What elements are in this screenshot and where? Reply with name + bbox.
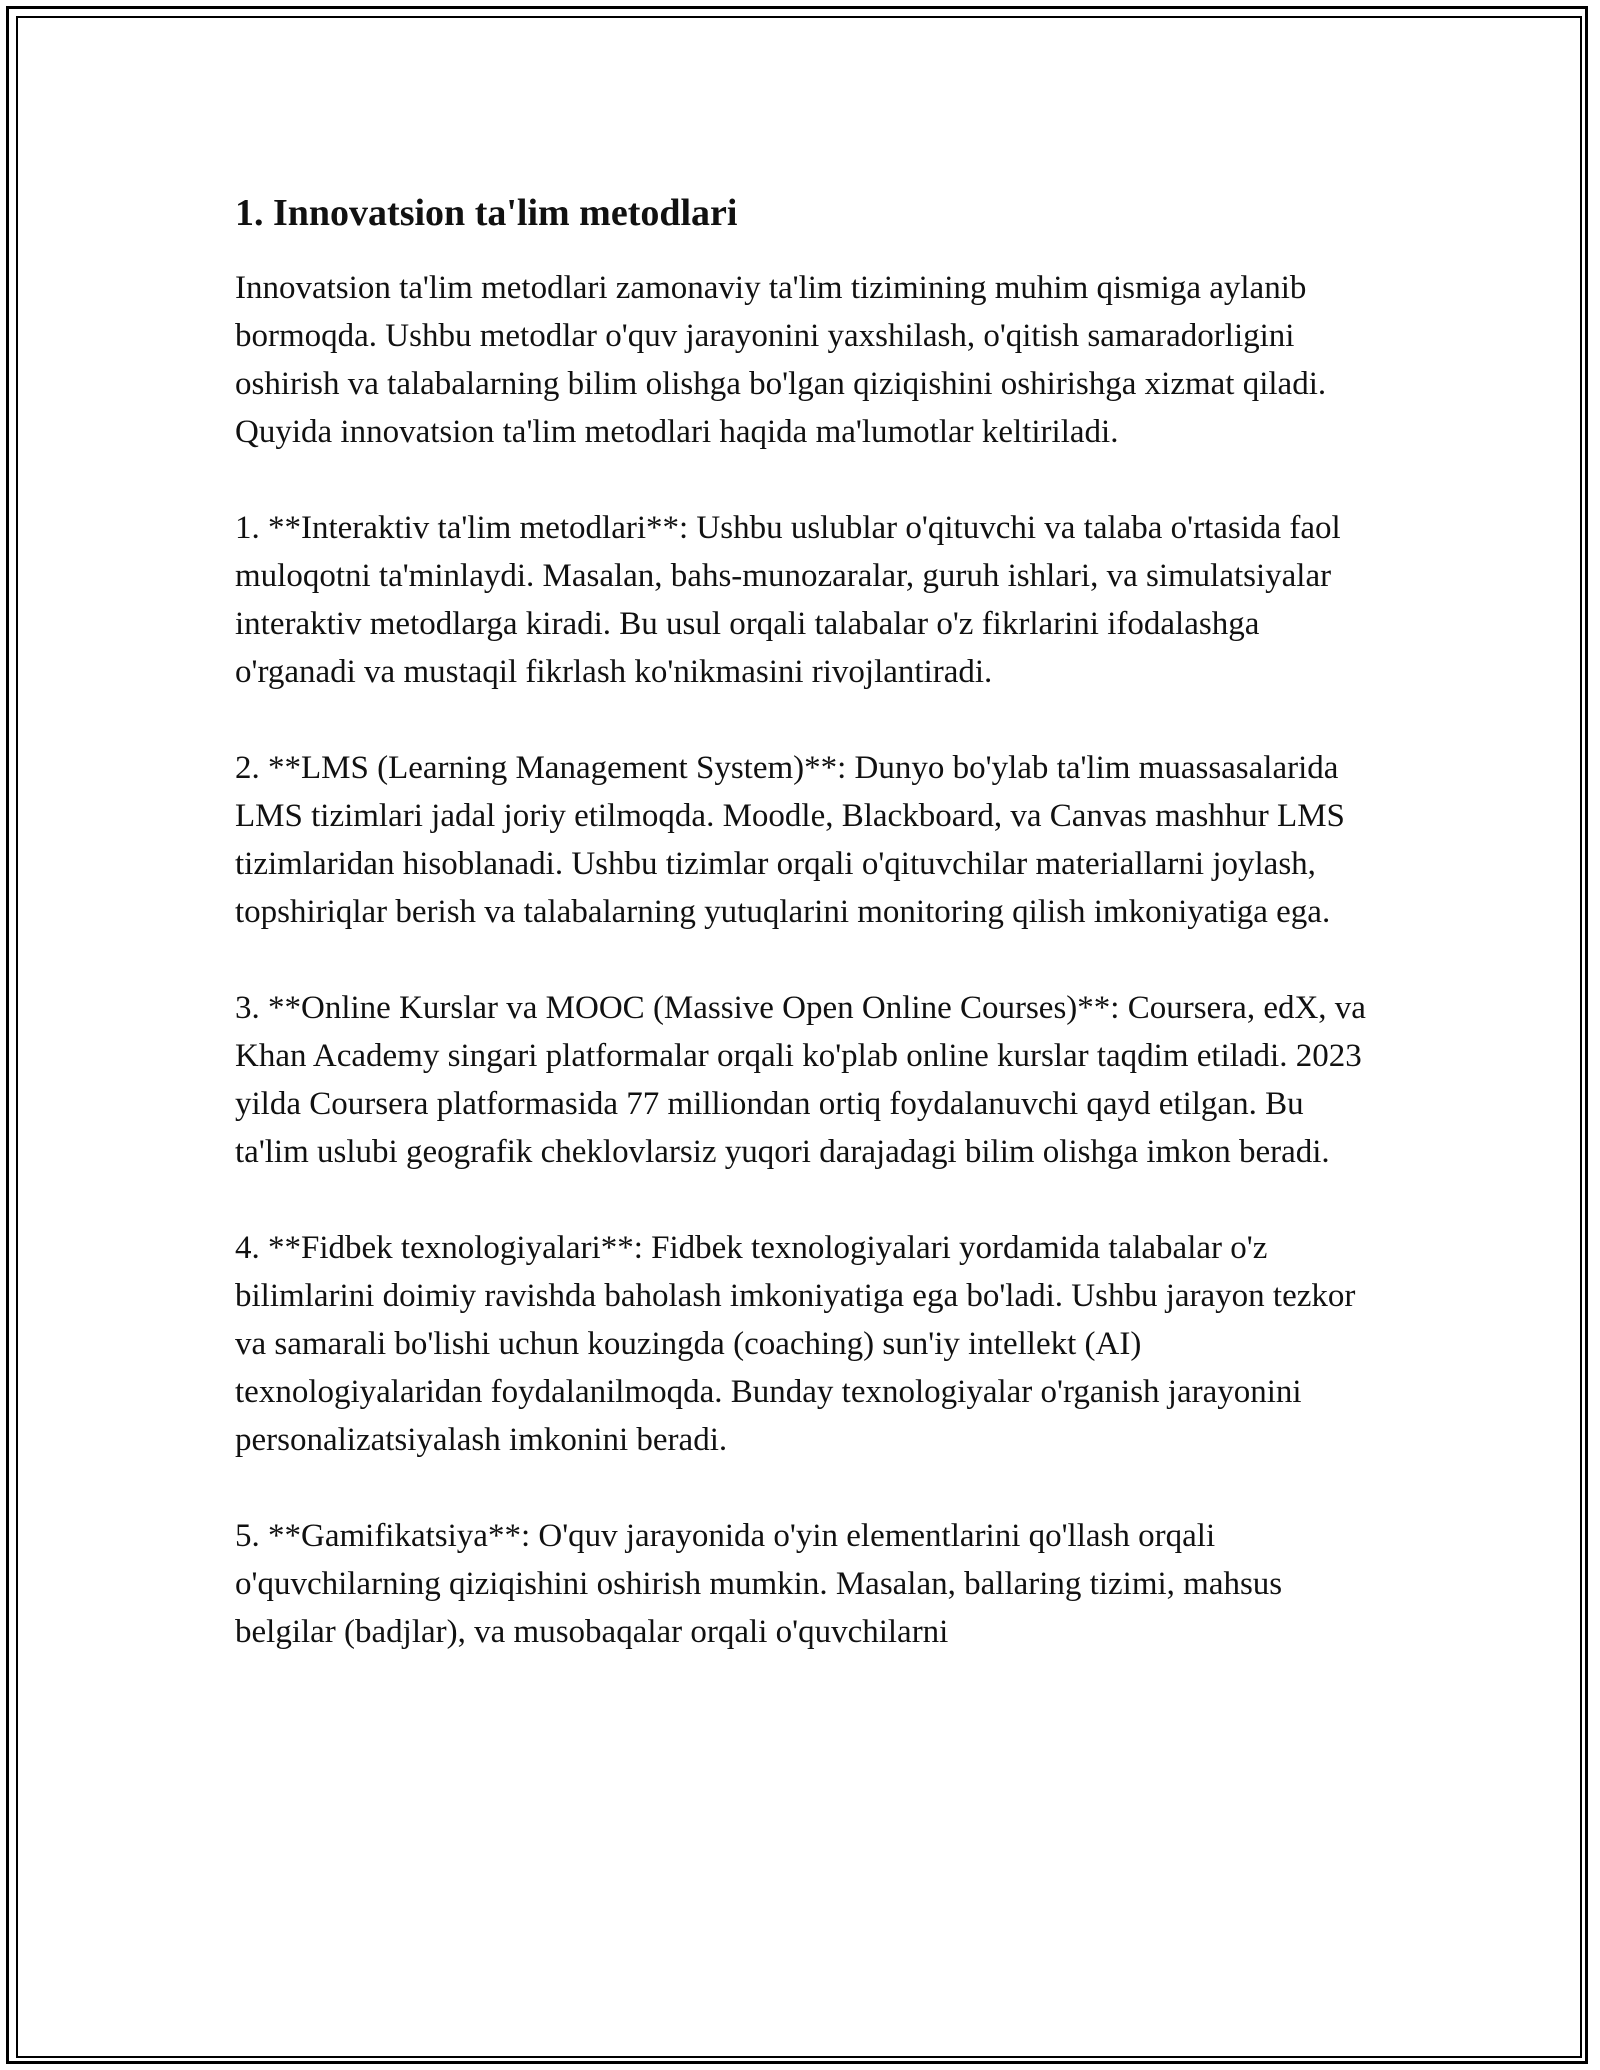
item-online-kurslar: 3. **Online Kurslar va MOOC (Massive Open Online Courses)**: Coursera, edX, va Khan Academy singari platformalar orqali ko'plab online kurslar taqdim etiladi. 2023 yilda Coursera platformasida 77 milliondan ortiq foydalanuvchi qayd etilgan. Bu ta'lim uslubi geografik cheklovlarsiz yuqori darajadagi bilim olishga imkon beradi. xyxy=(235,990,1366,1170)
intro-paragraph: Innovatsion ta'lim metodlari zamonaviy ta'lim tizimining muhim qismiga aylanib bormoqda. Ushbu metodlar o'quv jarayonini yaxshilash, o'qitish samaradorligini oshirish va talabalarning bilim olishga bo'lgan qiziqishini oshirishga xizmat qiladi. Quyida innovatsion ta'lim metodlari haqida ma'lumotlar keltiriladi. xyxy=(235,270,1327,450)
item-fidbek: 4. **Fidbek texnologiyalari**: Fidbek texnologiyalari yordamida talabalar o'z bilimlarini doimiy ravishda baholash imkoniyatiga ega bo'ladi. Ushbu jarayon tezkor va samarali bo'lishi uchun kouzingda (coaching) sun'iy intellekt (AI) texnologiyalaridan foydalanilmoqda. Bunday texnologiyalar o'rganish jarayonini personalizatsiyalash imkonini beradi. xyxy=(235,1230,1356,1458)
document-body xyxy=(235,180,1375,1656)
item-lms: 2. **LMS (Learning Management System)**: Dunyo bo'ylab ta'lim muassasalarida LMS tizimlari jadal joriy etilmoqda. Moodle, Blackboard, va Canvas mashhur LMS tizimlaridan hisoblanadi. Ushbu tizimlar orqali o'qituvchilar materiallarni joylash, topshiriqlar berish va talabalarning yutuqlarini monitoring qilish imkoniyatiga ega. xyxy=(235,750,1345,930)
section-title: 1. Innovatsion ta'lim metodlari xyxy=(235,192,738,234)
item-gamifikatsiya: 5. **Gamifikatsiya**: O'quv jarayonida o'yin elementlarini qo'llash orqali o'quvchilarning qiziqishini oshirish mumkin. Masalan, ballaring tizimi, mahsus belgilar (badjlar), va musobaqalar orqali o'quvchilarni xyxy=(235,1518,1283,1650)
item-interaktiv: 1. **Interaktiv ta'lim metodlari**: Ushbu uslublar o'qituvchi va talaba o'rtasida faol muloqotni ta'minlaydi. Masalan, bahs-munozaralar, guruh ishlari, va simulatsiyalar interaktiv metodlarga kiradi. Bu usul orqali talabalar o'z fikrlarini ifodalashga o'rganadi va mustaqil fikrlash ko'nikmasini rivojlantiradi. xyxy=(235,510,1341,690)
